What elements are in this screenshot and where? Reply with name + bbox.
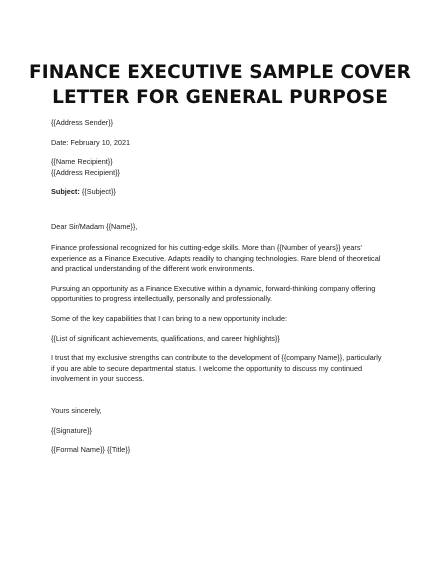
letter-date: Date: February 10, 2021 (51, 137, 131, 147)
subject-label: Subject: (51, 187, 80, 197)
paragraph-line: Finance professional recognized for his cutting-edge skills. More than {{Number of years}} years' (51, 243, 362, 253)
paragraph-objective (51, 284, 396, 305)
paragraph-line: and practical understanding of the different work environments. (51, 264, 255, 274)
title-line-2: LETTER FOR GENERAL PURPOSE (52, 87, 388, 108)
signature-placeholder: {{Signature}} (51, 425, 92, 435)
paragraph-line: Pursuing an opportunity as a Finance Executive within a dynamic, forward-thinking company offering (51, 283, 376, 293)
paragraph-intro (51, 243, 396, 275)
name-recipient: {{Name Recipient}} (51, 157, 113, 167)
address-sender: {{Address Sender}} (51, 118, 114, 127)
letter-body (51, 118, 396, 456)
title-line-1: FINANCE EXECUTIVE SAMPLE COVER (29, 62, 411, 83)
address-recipient: {{Address Recipient}} (51, 167, 120, 177)
subject-line (51, 187, 396, 198)
paragraph-achievements: {{List of significant achievements, qualifications, and career highlights}} (51, 333, 280, 343)
paragraph-capabilities: Some of the key capabilities that I can bring to a new opportunity include: (51, 314, 288, 324)
document-title (20, 60, 420, 110)
paragraph-line: experience as a Finance Executive. Adapts readily to changing technologies. Rare blend of theoretical (51, 253, 381, 263)
paragraph-line: if you are able to secure departmental status. I welcome the opportunity to discuss my continued (51, 363, 363, 373)
paragraph-closing-statement (51, 353, 396, 385)
paragraph-line: I trust that my exclusive strengths can contribute to the development of {{company Name}}, particularly (51, 353, 382, 363)
paragraph-line: involvement in your success. (51, 374, 145, 384)
closing: Yours sincerely, (51, 406, 102, 415)
paragraph-line: opportunities to progress intellectually, personally and professionally. (51, 294, 273, 304)
subject-value: {{Subject}} (79, 187, 116, 197)
salutation: Dear Sir/Madam {{Name}}, (51, 221, 138, 231)
formal-name: {{Formal Name}} {{Title}} (51, 445, 131, 455)
